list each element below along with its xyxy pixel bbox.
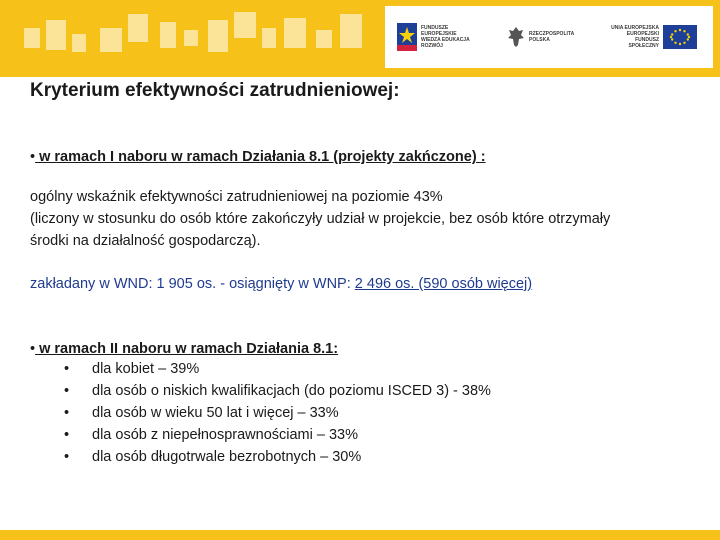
- decor-square: [72, 34, 86, 52]
- decor-square: [100, 28, 122, 52]
- slide-title: Kryterium efektywności zatrudnieniowej:: [30, 80, 400, 101]
- fundusze-star-icon: [397, 23, 417, 51]
- list-item: [64, 427, 358, 443]
- header-banner: [0, 0, 720, 77]
- decor-square: [24, 28, 40, 48]
- result-planned: zakładany w WND: 1 905 os. -: [30, 276, 230, 292]
- fundusze-logo-text: FUNDUSZE EUROPEJSKIE WIEDZA EDUKACJA ROZWÓJ: [421, 25, 470, 49]
- section2-heading: w ramach II naboru w ramach Działania 8.1:: [35, 341, 339, 357]
- decor-square: [262, 28, 276, 48]
- result-achieved-value: 2 496 os. (590 osób więcej): [354, 276, 533, 292]
- paragraph-line-3: środki na działalność gospodarczą).: [30, 233, 261, 249]
- decor-square: [208, 20, 228, 52]
- fundusze-europejskie-logo: [397, 14, 477, 60]
- list-item: [64, 361, 199, 377]
- list-bullet: •: [64, 361, 70, 377]
- list-item: [64, 383, 491, 399]
- section2-heading-line: [30, 338, 338, 360]
- logo-strip: [385, 6, 713, 68]
- eagle-icon: [507, 25, 525, 49]
- eu-flag-icon: [663, 25, 697, 49]
- list-item-text: dla kobiet – 39%: [92, 361, 200, 377]
- list-item-text: dla osób w wieku 50 lat i więcej – 33%: [92, 405, 339, 421]
- poland-logo-text: RZECZPOSPOLITA POLSKA: [529, 31, 574, 43]
- section1-bullet: •: [30, 149, 36, 165]
- eu-flag-logo: [609, 14, 697, 60]
- result-achieved-label: osiągnięty w WNP:: [229, 276, 355, 292]
- decor-square: [340, 14, 362, 48]
- list-item-text: dla osób o niskich kwalifikacjach (do poziomu ISCED 3) - 38%: [92, 383, 491, 399]
- eu-logo-text: UNIA EUROPEJSKA EUROPEJSKI FUNDUSZ SPOŁECZNY: [611, 25, 659, 49]
- section1-heading-line: [30, 146, 486, 168]
- decor-square: [284, 18, 306, 48]
- section1-heading: w ramach I naboru w ramach Działania 8.1 (projekty zakńczone) :: [35, 149, 486, 165]
- list-item-text: dla osób długotrwale bezrobotnych – 30%: [92, 449, 362, 465]
- result-line: [30, 273, 532, 295]
- list-bullet: •: [64, 405, 70, 421]
- section2-bullet: •: [30, 341, 36, 357]
- list-item: [64, 449, 361, 465]
- paragraph-line-2: (liczony w stosunku do osób które zakończyły udział w projekcie, bez osób które otrzymały: [30, 211, 611, 227]
- bottom-bar: [0, 530, 720, 540]
- decor-square: [316, 30, 332, 48]
- list-bullet: •: [64, 383, 70, 399]
- decor-square: [128, 14, 148, 42]
- list-bullet: •: [64, 449, 70, 465]
- list-item: [64, 405, 339, 421]
- paragraph-line-1: ogólny wskaźnik efektywności zatrudnieniowej na poziomie 43%: [30, 189, 443, 205]
- decor-square: [234, 12, 256, 38]
- list-item-text: dla osób z niepełnosprawnościami – 33%: [92, 427, 358, 443]
- decor-square: [160, 22, 176, 48]
- list-bullet: •: [64, 427, 70, 443]
- decor-square: [184, 30, 198, 46]
- decor-square: [46, 20, 66, 50]
- poland-eagle-logo: [507, 14, 579, 60]
